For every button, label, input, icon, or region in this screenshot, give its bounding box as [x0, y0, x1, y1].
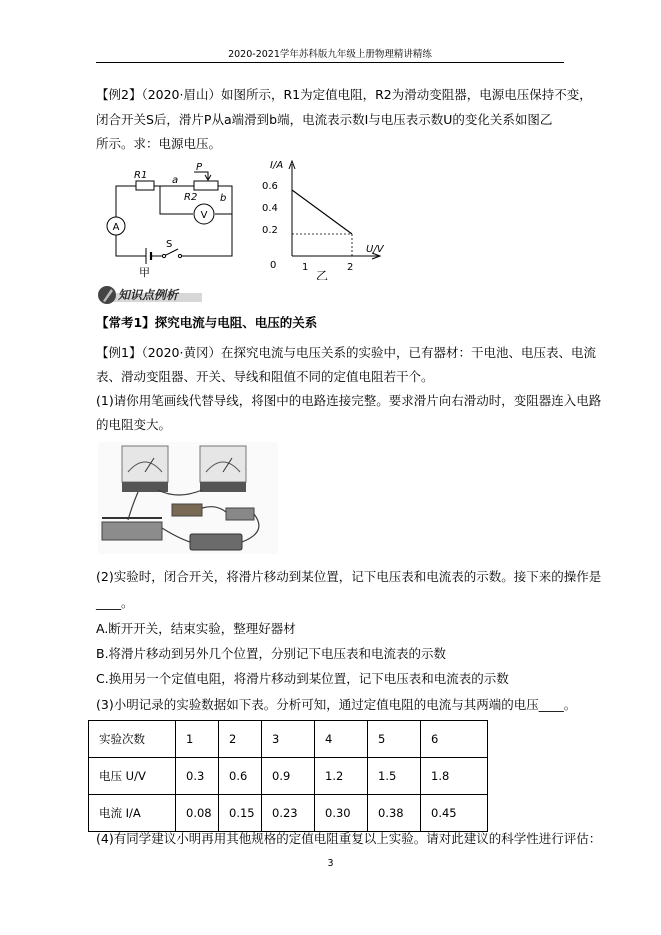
circuit-caption: 甲 [139, 266, 150, 279]
table-cell: 0.30 [315, 795, 368, 832]
q3-line: (3)小明记录的实验数据如下表。分析可知，通过定值电阻的电流与其两端的电压____。 [96, 697, 577, 712]
table-cell: 0.9 [262, 758, 315, 795]
option-a: A.断开开关，结束实验，整理好器材 [96, 621, 296, 636]
section-title: 知识点例析 [118, 288, 179, 302]
ammeter-label: A [112, 222, 120, 233]
y-tick-0-6: 0.6 [262, 181, 278, 192]
x-axis-label: U/V [366, 244, 384, 255]
data-table [88, 720, 488, 832]
example1-intro-1: 【例1】（2020·黄冈）在探究电流与电压关系的实验中，已有器材：干电池、电压表、电流 [96, 345, 596, 360]
b-label: b [220, 193, 227, 204]
voltmeter-label: V [200, 210, 208, 221]
table-cell: 1.8 [421, 758, 488, 795]
table-cell: 0.3 [176, 758, 219, 795]
pen-icon [96, 283, 120, 307]
page-number: 3 [327, 858, 334, 869]
page-header: 2020-2021学年苏科版九年级上册物理精讲精练 [228, 49, 432, 60]
table-cell: 0.08 [176, 795, 219, 832]
r1-label: R1 [134, 170, 148, 181]
series-line [292, 190, 352, 234]
q2-line-1: (2)实验时，闭合开关，将滑片移动到某位置，记下电压表和电流表的示数。接下来的操作是 [96, 569, 602, 584]
q4-line: (4)有同学建议小明再用其他规格的定值电阻重复以上实验。请对此建议的科学性进行评估： [96, 831, 602, 846]
resistor-r1 [136, 181, 154, 190]
example2-line-3: 所示。求：电源电压。 [96, 136, 222, 151]
example2-line-2: 闭合开关S后，滑片P从a端滑到b端，电流表示数I与电压表示数U的变化关系如图乙 [96, 112, 553, 127]
a-label: a [172, 175, 179, 186]
circuit-diagram [96, 160, 246, 280]
x-tick-1: 1 [302, 262, 309, 273]
header-divider [96, 62, 564, 63]
resistor-r2 [194, 181, 218, 190]
example1-intro-2: 表、滑动变阻器、开关、导线和阻值不同的定值电阻若干个。 [96, 369, 434, 384]
table-cell: 0.38 [368, 795, 421, 832]
option-b: B.将滑片移动到另外几个位置，分别记下电压表和电流表的示数 [96, 646, 447, 661]
table-cell: 6 [421, 721, 488, 758]
chart-caption: 乙 [316, 269, 329, 280]
table-cell: 0.15 [219, 795, 262, 832]
resistor-device-icon [172, 504, 202, 516]
wire-left-bottom [116, 232, 146, 256]
voltmeter-device-icon [200, 446, 246, 492]
table-row [89, 721, 488, 758]
table-cell: 5 [368, 721, 421, 758]
option-c: C.换用另一个定值电阻，将滑片移动到某位置，记下电压表和电流表的示数 [96, 671, 509, 686]
q2-line-2: ____。 [96, 595, 134, 610]
table-cell: 1.5 [368, 758, 421, 795]
table-cell: 1.2 [315, 758, 368, 795]
table-cell: 2 [219, 721, 262, 758]
section-banner [96, 283, 202, 307]
table-row [89, 758, 488, 795]
switch-s [164, 249, 178, 256]
x-tick-0: 0 [270, 260, 277, 271]
lab-equipment-photo [98, 442, 278, 554]
s-label: S [166, 239, 173, 250]
iu-chart [258, 156, 388, 280]
topic1-heading: 【常考1】探究电流与电阻、电压的关系 [96, 315, 318, 330]
y-axis-label: I/A [270, 160, 284, 171]
battery-device-icon [190, 534, 242, 550]
r2-label: R2 [184, 192, 198, 203]
ammeter-device-icon [122, 446, 168, 492]
table-cell: 实验次数 [89, 721, 176, 758]
table-cell: 4 [315, 721, 368, 758]
table-cell: 电流 I/A [89, 795, 176, 832]
table-cell: 电压 U/V [89, 758, 176, 795]
table-cell: 1 [176, 721, 219, 758]
example2-line-1: 【例2】（2020·眉山）如图所示，R1为定值电阻，R2为滑动变阻器，电源电压保持不变， [96, 87, 592, 102]
table-cell: 3 [262, 721, 315, 758]
y-tick-0-4: 0.4 [262, 203, 278, 214]
table-cell: 0.23 [262, 795, 315, 832]
p-label: P [196, 162, 203, 173]
switch-device-icon [226, 508, 254, 520]
wire-left-top [116, 186, 136, 220]
table-row [89, 795, 488, 832]
x-tick-2: 2 [347, 262, 354, 273]
q1-line-2: 的电阻变大。 [96, 417, 172, 432]
table-cell: 0.6 [219, 758, 262, 795]
q1-line-1: (1)请你用笔画线代替导线，将图中的电路连接完整。要求滑片向右滑动时，变阻器连入电路 [96, 393, 602, 408]
y-tick-0-2: 0.2 [262, 225, 278, 236]
table-cell: 0.45 [421, 795, 488, 832]
